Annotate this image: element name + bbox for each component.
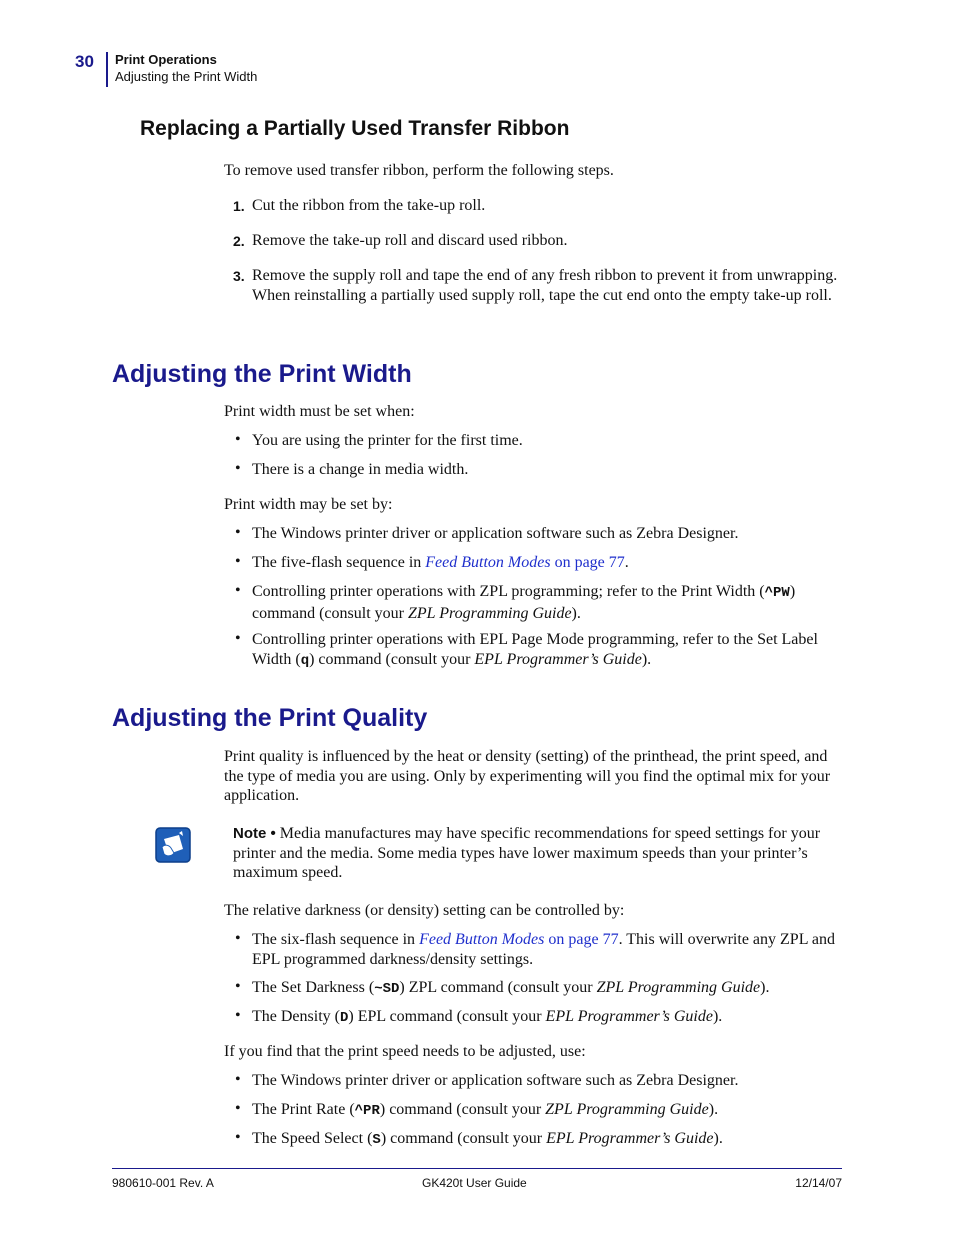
width-by-item (252, 582, 844, 623)
item-text: ) EPL command (consult your (348, 1008, 546, 1025)
item-text: Controlling printer operations with ZPL programming; refer to the Print Width ( (252, 583, 765, 600)
ribbon-intro: To remove used transfer ribbon, perform the following steps. (224, 162, 614, 179)
bullet: • (235, 630, 241, 647)
step-number: 2. (233, 233, 245, 249)
item-text: ). (712, 1008, 723, 1025)
command-code: ^PW (764, 585, 790, 601)
step-number: 1. (233, 198, 245, 214)
page-number: 30 (75, 52, 94, 71)
guide-title: ZPL Programming Guide (407, 604, 572, 622)
command-code: S (372, 1132, 381, 1148)
width-when-intro: Print width must be set when: (224, 403, 415, 420)
command-code: ^PR (354, 1103, 380, 1119)
bullet: • (235, 431, 241, 448)
darkness-item (252, 978, 844, 1000)
item-text: The Set Darkness ( (252, 979, 375, 996)
darkness-item (252, 930, 844, 969)
item-text: Controlling printer operations with EPL Page Mode programming, refer to the Set Label Width ( (252, 631, 818, 668)
item-text: ). (571, 604, 581, 622)
feed-button-modes-link[interactable]: Feed Button Modes (419, 931, 545, 948)
header-divider (106, 52, 108, 87)
item-text: The five-flash sequence in (252, 554, 426, 571)
print-width-heading: Adjusting the Print Width (112, 360, 412, 388)
page-reference-link[interactable]: on page 77 (544, 931, 619, 948)
width-by-item: The Windows printer driver or application software such as Zebra Designer. (252, 525, 739, 542)
bullet: • (235, 930, 241, 947)
bullet: • (235, 524, 241, 541)
bullet: • (235, 1007, 241, 1024)
bullet: • (235, 978, 241, 995)
step-text: Remove the supply roll and tape the end of any fresh ribbon to prevent it from unwrapping. When reinstalling a partially used supply roll, tape the cut end onto the empty take-up roll. (252, 267, 838, 304)
item-text: ). (708, 1101, 719, 1118)
darkness-intro: The relative darkness (or density) setting can be controlled by: (224, 902, 625, 919)
item-text: . This will overwrite any ZPL and EPL programmed darkness/density settings. (252, 931, 835, 968)
command-code: ~SD (374, 981, 400, 997)
footer-doc-number: 980610-001 Rev. A (112, 1176, 214, 1190)
bullet: • (235, 1071, 241, 1088)
speed-item: The Windows printer driver or application software such as Zebra Designer. (252, 1072, 739, 1089)
item-text: The Speed Select ( (252, 1130, 373, 1147)
header-section: Adjusting the Print Width (115, 69, 258, 84)
width-by-item (252, 630, 844, 671)
guide-title: EPL Programmer’s Guide (474, 650, 642, 668)
note-label: Note • (233, 825, 276, 842)
note-hand-icon (155, 827, 191, 863)
item-text: ) command (consult your (379, 1101, 546, 1118)
footer-guide-title: GK420t User Guide (422, 1176, 527, 1190)
feed-button-modes-link[interactable]: Feed Button Modes (425, 554, 551, 571)
guide-title: EPL Programmer’s Guide (546, 1130, 714, 1147)
item-text: The six-flash sequence in (252, 931, 420, 948)
width-by-intro: Print width may be set by: (224, 496, 393, 513)
item-text: ) command (consult your (252, 583, 796, 622)
command-code: D (339, 1010, 349, 1026)
footer-date: 12/14/07 (795, 1176, 842, 1190)
ribbon-heading: Replacing a Partially Used Transfer Ribbon (140, 117, 570, 140)
item-text: ). (641, 650, 652, 668)
footer-divider (112, 1168, 842, 1169)
speed-item (252, 1129, 844, 1151)
bullet: • (235, 553, 241, 570)
bullet: • (235, 582, 241, 599)
quality-intro: Print quality is influenced by the heat or density (setting) of the printhead, the print speed, and the type of media you are using. Only by experimenting will you find the optimal mix for your application. (224, 748, 831, 804)
width-when-item: There is a change in media width. (252, 461, 469, 478)
item-text: ) ZPL command (consult your (399, 979, 597, 996)
step-text: Cut the ribbon from the take-up roll. (252, 197, 486, 214)
step-text: Remove the take-up roll and discard used ribbon. (252, 232, 568, 249)
darkness-item (252, 1007, 844, 1029)
width-when-item: You are using the printer for the first time. (252, 432, 523, 449)
bullet: • (235, 460, 241, 477)
guide-title: ZPL Programming Guide (545, 1101, 709, 1118)
command-code: q (300, 652, 310, 669)
item-text: The Print Rate ( (252, 1101, 355, 1118)
step-number: 3. (233, 268, 245, 284)
width-by-item (252, 553, 844, 573)
bullet: • (235, 1129, 241, 1146)
speed-item (252, 1100, 844, 1122)
speed-intro: If you find that the print speed needs to be adjusted, use: (224, 1043, 586, 1060)
guide-title: ZPL Programming Guide (596, 979, 761, 996)
print-quality-heading: Adjusting the Print Quality (112, 704, 428, 732)
header-chapter: Print Operations (115, 52, 217, 67)
page-reference-link[interactable]: on page 77 (550, 554, 625, 571)
note-body: Media manufactures may have specific recommendations for speed settings for your printer and the media. Some media types have lower maximum speeds than your printer’s maximum speed. (233, 825, 821, 881)
note-text (233, 824, 843, 883)
bullet: • (235, 1100, 241, 1117)
item-text: ). (713, 1130, 723, 1147)
item-text: ) command (consult your (309, 650, 475, 668)
item-text: . (624, 554, 629, 571)
item-text: ) command (consult your (380, 1130, 547, 1147)
item-text: ). (760, 979, 770, 996)
item-text: The Density ( (252, 1008, 340, 1025)
guide-title: EPL Programmer’s Guide (545, 1008, 713, 1025)
